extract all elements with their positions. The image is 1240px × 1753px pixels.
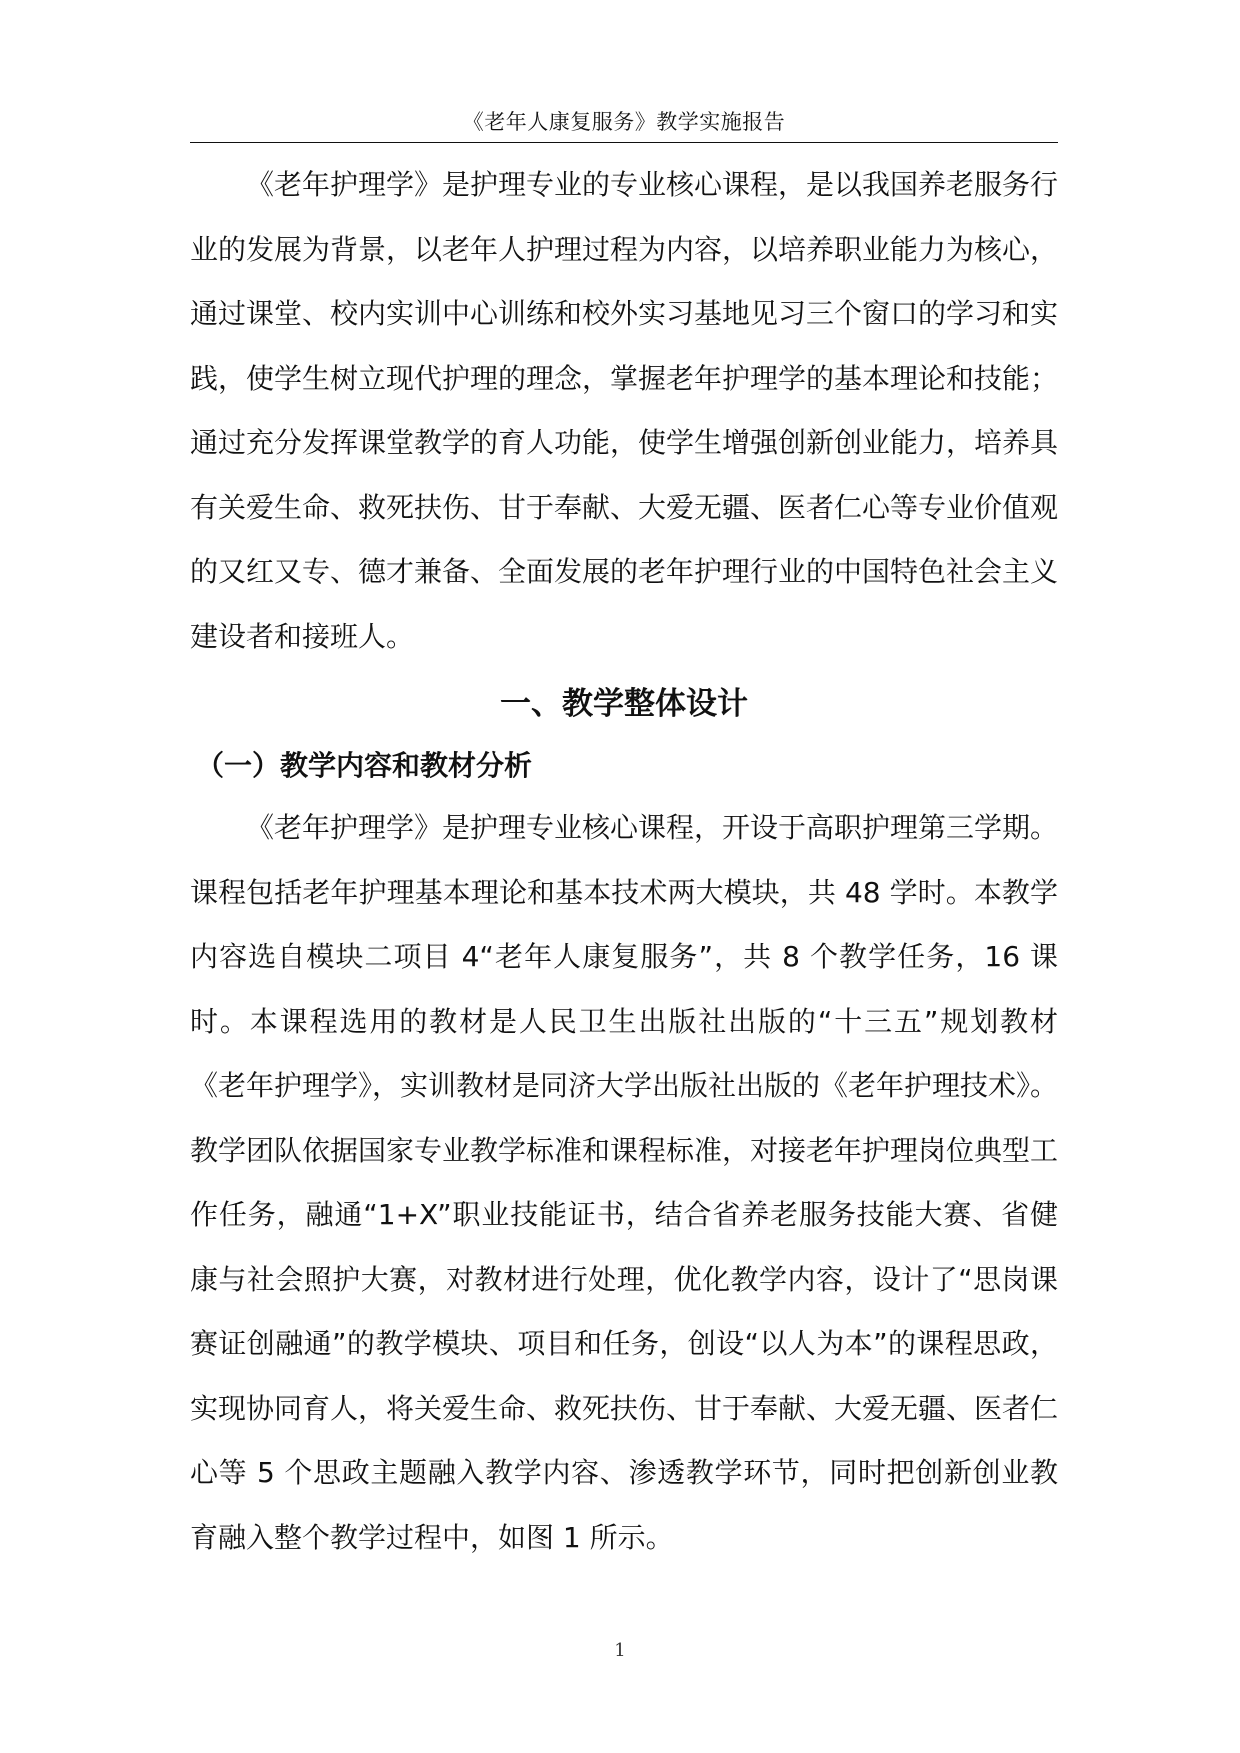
intro-paragraph: 《老年护理学》是护理专业的专业核心课程，是以我国养老服务行业的发展为背景，以老年人护理过程为内容，以培养职业能力为核心，通过课堂、校内实训中心训练和校外实习基地见习三个窗口的学习和实践，使学生树立现代护理的理念，掌握老年护理学的基本理论和技能；通过充分发挥课堂教学的育人功能，使学生增强创新创业能力，培养具有关爱生命、救死扶伤、甘于奉献、大爱无疆、医者仁心等专业价值观的又红又专、德才兼备、全面发展的老年护理行业的中国特色社会主义建设者和接班人。	[190, 168, 1059, 653]
content-analysis-paragraph: 《老年护理学》是护理专业核心课程，开设于高职护理第三学期。课程包括老年护理基本理论和基本技术两大模块，共 48 学时。本教学内容选自模块二项目 4“老年人康复服务”，共 8 个教学任务，16 课时。本课程选用的教材是人民卫生出版社出版的“十三五”规划教材《老年护理学》，实训教材是同济大学出版社出版的《老年护理技术》。教学团队依据国家专业教学标准和课程标准，对接老年护理岗位典型工作任务，融通“1+X”职业技能证书，结合省养老服务技能大赛、省健康与社会照护大赛，对教材进行处理，优化教学内容，设计了“思岗课赛证创融通”的教学模块、项目和任务，创设“以人为本”的课程思政，实现协同育人，将关爱生命、救死扶伤、甘于奉献、大爱无疆、医者仁心等 5 个思政主题融入教学内容、渗透教学环节，同时把创新创业教育融入整个教学过程中，如图 1 所示。	[190, 811, 1059, 1554]
section-heading: 一、教学整体设计	[500, 686, 748, 722]
running-header: 《老年人康复服务》教学实施报告	[462, 110, 786, 134]
subsection-heading: （一）教学内容和教材分析	[196, 749, 533, 782]
header-rule	[190, 142, 1058, 143]
subsection-body	[190, 796, 1058, 1570]
page-number: 1	[614, 1640, 626, 1661]
intro-section	[190, 153, 1058, 669]
